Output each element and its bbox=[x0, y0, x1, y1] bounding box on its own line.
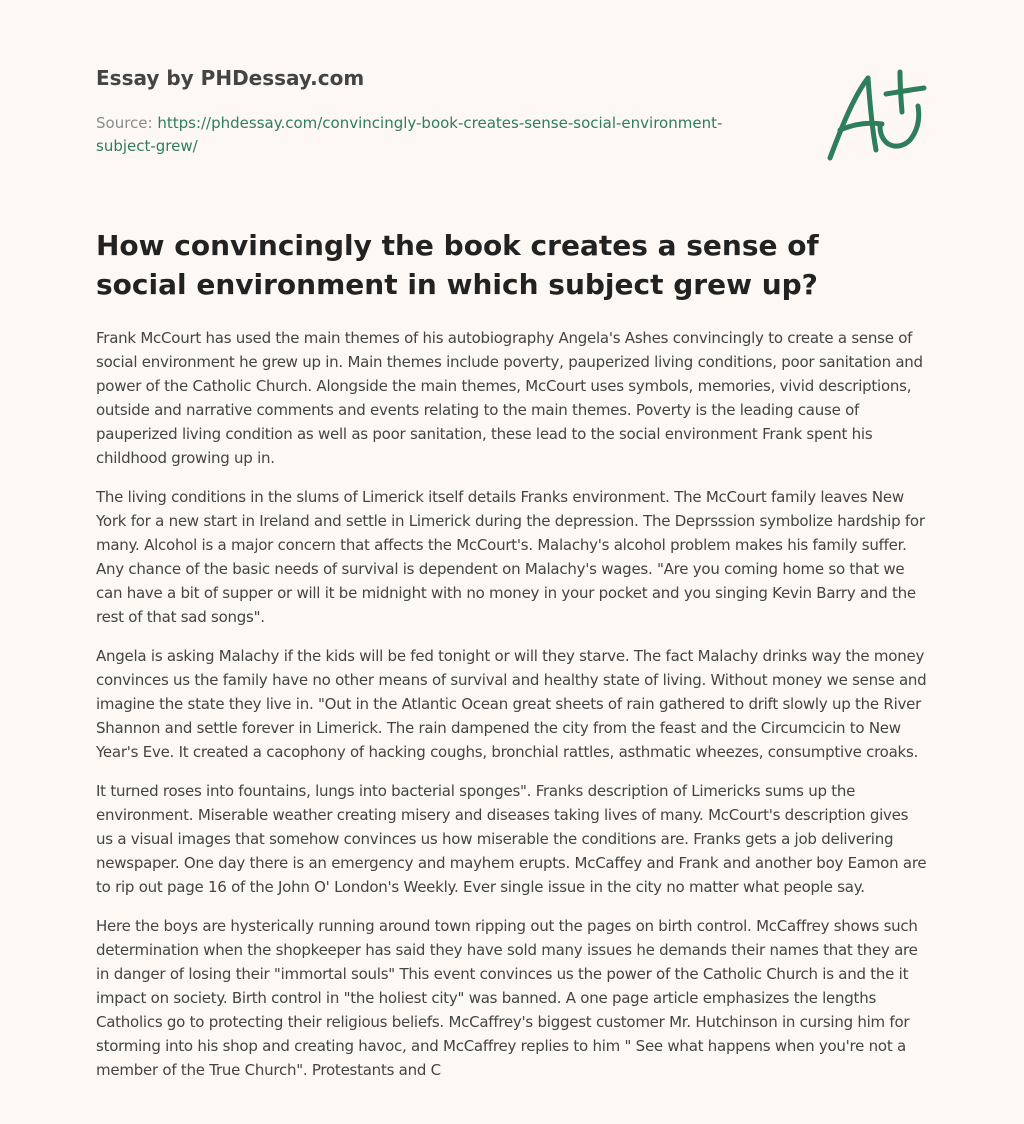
article-body bbox=[96, 326, 928, 1097]
paragraph: It turned roses into fountains, lungs into bacterial sponges". Franks description of Limericks sums up the environment. Miserable weather creating misery and diseases taking lives of many. McCourt's description gives us a visual images that somehow convinces us how miserable the conditions are. Franks gets a job delivering newspaper. One day there is an emergency and mayhem erupts. McCaffey and Frank and another boy Eamon are to rip out page 16 of the John O' London's Weekly. Ever single issue in the city no matter what people say. bbox=[96, 782, 927, 896]
paragraph: The living conditions in the slums of Limerick itself details Franks environment. The McCourt family leaves New York for a new start in Ireland and settle in Limerick during the depression. The Deprsssion symbolize hardship for many. Alcohol is a major concern that affects the McCourt's. Malachy's alcohol problem makes his family suffer. Any chance of the basic needs of survival is dependent on Malachy's wages. "Are you coming home so that we can have a bit of supper or will it be midnight with no money in your pocket and you singing Kevin Barry and the rest of that sad songs". bbox=[96, 488, 925, 626]
source-label: Source: bbox=[96, 114, 158, 132]
site-title: Essay by PHDessay.com bbox=[96, 66, 365, 90]
source-line bbox=[96, 112, 756, 158]
article-title: How convincingly the book creates a sense of social environment in which subject grew up? bbox=[96, 229, 819, 301]
paragraph: Here the boys are hysterically running around town ripping out the pages on birth control. McCaffrey shows such determination when the shopkeeper has said they have sold many issues he demands their names that they are in danger of losing their "immortal souls" This event convinces us the power of the Catholic Church is and the it impact on society. Birth control in "the holiest city" was banned. A one page article emphasizes the lengths Catholics go to protecting their religious beliefs. McCaffrey's biggest customer Mr. Hutchinson in cursing him for storming into his shop and creating havoc, and McCaffrey replies to him " See what happens when you're not a member of the True Church". Protestants and C bbox=[96, 917, 918, 1079]
paragraph: Frank McCourt has used the main themes of his autobiography Angela's Ashes convincingly to create a sense of social environment he grew up in. Main themes include poverty, pauperized living conditions, poor sanitation and power of the Catholic Church. Alongside the main themes, McCourt uses symbols, memories, vivid descriptions, outside and narrative comments and events relating to the main themes. Poverty is the leading cause of pauperized living condition as well as poor sanitation, these lead to the social environment Frank spent his childhood growing up in. bbox=[96, 329, 923, 467]
a-plus-logo-icon bbox=[820, 66, 930, 166]
paragraph: Angela is asking Malachy if the kids will be fed tonight or will they starve. The fact Malachy drinks way the money convinces us the family have no other means of survival and healthy state of living. Without money we sense and imagine the state they live in. "Out in the Atlantic Ocean great sheets of rain gathered to drift slowly up the River Shannon and settle forever in Limerick. The rain dampened the city from the feast and the Circumcicin to New Year's Eve. It created a cacophony of hacking coughs, bronchial rattles, asthmatic wheezes, consumptive croaks. bbox=[96, 647, 927, 761]
source-link[interactable]: https://phdessay.com/convincingly-book-creates-sense-social-environment-subject-grew/ bbox=[96, 114, 723, 155]
page-header bbox=[96, 64, 756, 158]
